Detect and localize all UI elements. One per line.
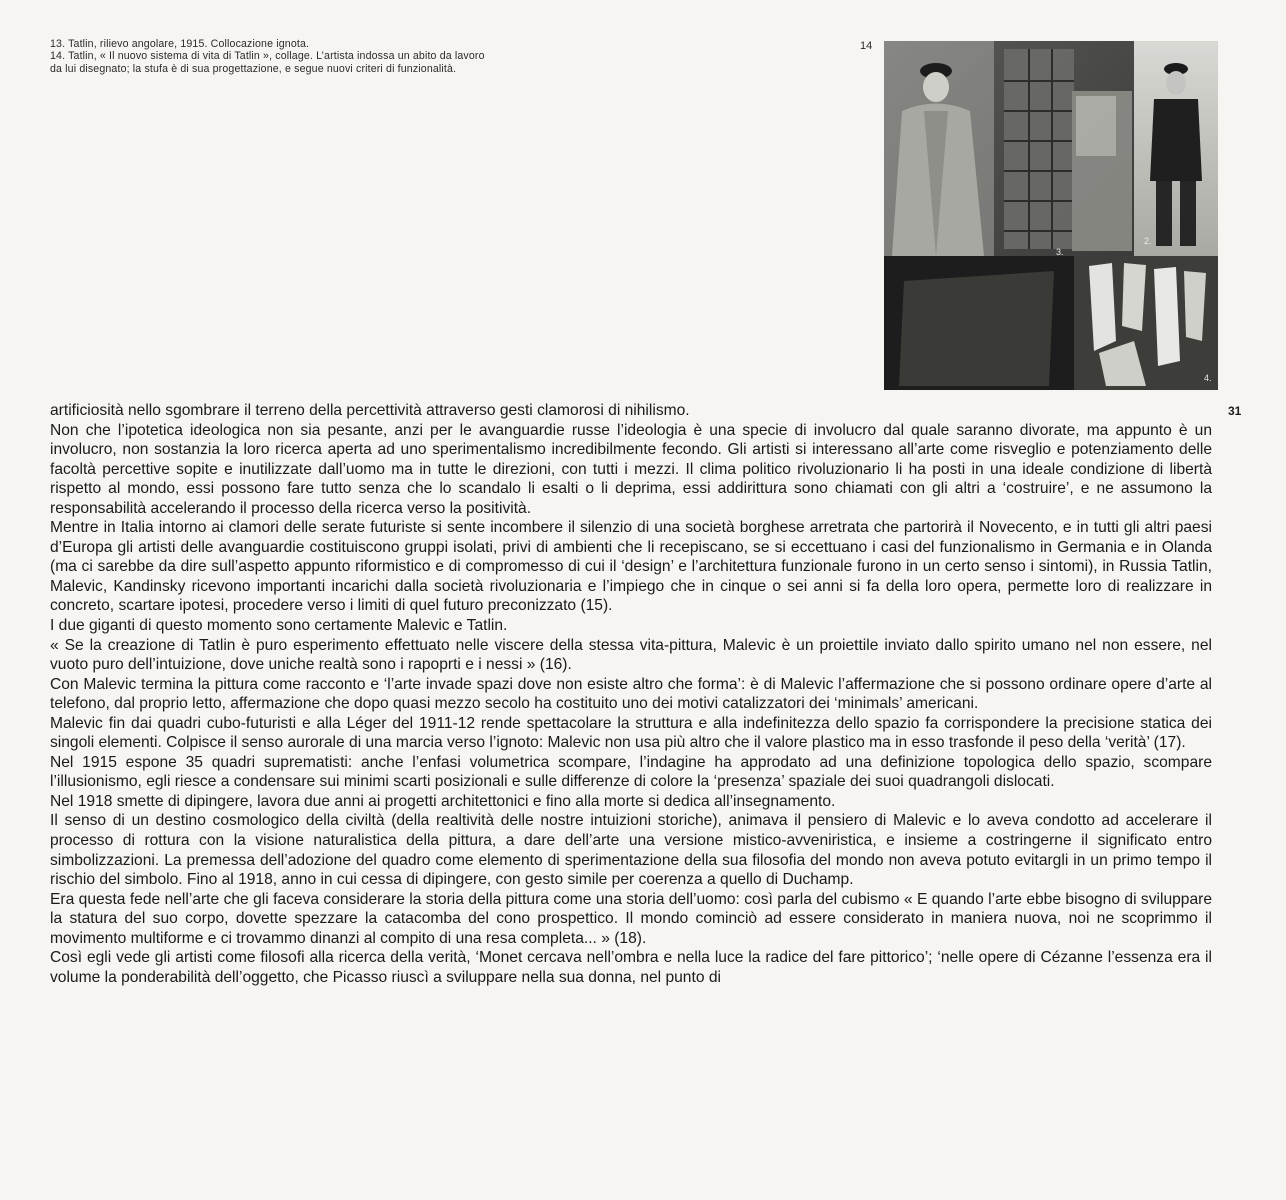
paragraph-1: artificiosità nello sgombrare il terreno della percettività attraverso gesti clamorosi di nihilismo.: [50, 402, 690, 419]
garment-patterns: [1074, 256, 1218, 390]
caption-line-13: 13. Tatlin, rilievo angolare, 1915. Collocazione ignota.: [50, 38, 310, 50]
paragraph-4: I due giganti di questo momento sono certamente Malevic e Tatlin.: [50, 617, 508, 635]
paragraph-12: Così egli vede gli artisti come filosofi alla ricerca della verità, ‘Monet cercava nell’ombra e nella luce la radice del fare pittorico’; ‘nelle opere di Cézanne l’essenza era il volume la ponderabilità dell’oggetto, che Picasso riuscì a sviluppare nella sua donna, nel punto di: [50, 949, 1212, 986]
paragraph-8: Nel 1915 espone 35 quadri suprematisti: anche l’enfasi volumetrica scompare, l’indagine ha approdato ad una definizione topologica dello spazio, scompare l’illusionismo, egli riesce a condensare sui minimi scarti posizionali e sulle differenze di colore la ‘presenza’ spaziale dei suoi quadrangoli dislocati.: [50, 753, 1212, 791]
panel-label-4: 4.: [1204, 373, 1212, 383]
paragraph-11: Era questa fede nell’arte che gli faceva considerare la storia della pittura come una storia dell’uomo: così parla del cubismo « E quando l’arte ebbe bisogno di sviluppare la statura del suo corpo, dovette spezzare la catacomba del cono prospettico. Il mondo cominciò ad essere considerato in maniera nuova, noi ne scoprimmo il movimento multiforme e ci trovammo dinanzi al compito di una resa completa... » (18).: [50, 890, 1212, 947]
paragraph-3: Mentre in Italia intorno ai clamori delle serate futuriste si sente incombere il silenzio di una società borghese arretrata che partorirà il Novecento, e in tutti gli altri paesi d’Europa gli artisti delle avanguardie costituiscono gruppi isolati, privi di ambienti che li recepiscano, se si eccettuano i casi del funzionalismo in Germania e in Olanda (ma ci sarebbe da dire sull’aspetto appunto riformistico e di compromesso di cui il ‘design’ e l’architettura funzionale furono in un certo senso i sintomi), in Russia Tatlin, Malevic, Kandinsky ricevono importanti incarichi dalla società rivoluzionaria e l’impiego che in cinque o sei anni si fa della loro opera, permette loro di realizzare in concreto, scartare ipotesi, procedere verso i limiti di quel futuro preconizzato (15).: [50, 519, 1212, 615]
tatlin-collage-photo: [884, 41, 1218, 390]
paragraph-7: Malevic fin dai quadri cubo-futuristi e alla Léger del 1911-12 rende spettacolare la struttura e alla indefinitezza dello spazio fa corrispondere la precisione statica dei singoli elementi. Colpisce il senso aurorale di una marcia verso l’ignoto: Malevic non usa più altro che il valore plastico ma in esso trasfonde il peso della ‘verità’ (17).: [50, 714, 1212, 752]
paragraph-5: « Se la creazione di Tatlin è puro esperimento effettuato nelle viscere della stessa vita-pittura, Malevic è un proiettile inviato dallo spirito umano nel non essere, nel vuoto puro dell’intuizione, dove uniche realtà sono i rapoprti e i nessi » (16).: [50, 636, 1212, 674]
page-number: 31: [1228, 404, 1242, 418]
figure-in-coat: [884, 41, 994, 261]
panel-label-2: 2.: [1144, 236, 1152, 246]
figure-standing: [1134, 41, 1218, 256]
figure-number: 14: [860, 40, 873, 52]
caption-line-14-cont: da lui disegnato; la stufa è di sua progettazione, e segue nuovi criteri di funzionalità.: [50, 62, 457, 75]
article-body: [50, 401, 1212, 987]
figure-caption: [50, 38, 630, 75]
panel-label-3: 3.: [1056, 247, 1064, 257]
paragraph-6: Con Malevic termina la pittura come racconto e ‘l’arte invade spazi dove non esiste altro che forma’: è di Malevic l’affermazione che si possono ordinare opere d’arte al telefono, dal proprio letto, affermazione che dopo quasi mezzo secolo ha costituito uno dei motivi catalizzatori dei ‘minimals’ americani.: [50, 675, 1212, 713]
caption-line-14: 14. Tatlin, « Il nuovo sistema di vita di Tatlin », collage. L’artista indossa un abito da lavoro: [50, 50, 485, 63]
paragraph-2: Non che l’ipotetica ideologica non sia pesante, anzi per le avanguardie russe l’ideologia è una specie di involucro dal quale saranno divorate, ma appunto è un involucro, non sostanzia la loro ricerca aperta ad uno sperimentalismo incredibilmente fecondo. Gli artisti si interessano all’arte come risveglio e potenziamento delle facoltà percettive sopite e inutilizzate dall’uomo ma in tutte le direzioni, con tutti i mezzi. Il clima politico rivoluzionario li ha posti in una ideale condizione di libertà rispetto al mondo, essi possono fare tutto senza che lo scandalo li esalti o li deprima, essi addirittura sono chiamati con gli altri a ‘costruire’, e ne assumono la responsabilità accelerando il processo della ricerca verso la positività.: [50, 421, 1212, 517]
paragraph-10: Il senso di un destino cosmologico della civiltà (della realtività delle nostre intuizioni storiche), animava il pensiero di Malevic e lo aveva condotto ad accelerare il processo di rottura con la visione naturalistica della pittura, a dare dell’arte una versione mistico-avveniristica, e insieme a costringerne il significato entro simbolizzazioni. La premessa dell’adozione del quadro come elemento di sperimentazione della sua filosofia del mondo non aveva potuto evitargli in un primo tempo il rischio del simbolo. Fino al 1918, anno in cui cessa di dipingere, con gesto simile per coerenza a quello di Duchamp.: [50, 812, 1212, 889]
paragraph-9: Nel 1918 smette di dipingere, lavora due anni ai progetti architettonici e fino alla morte si dedica all’insegnamento.: [50, 792, 836, 810]
